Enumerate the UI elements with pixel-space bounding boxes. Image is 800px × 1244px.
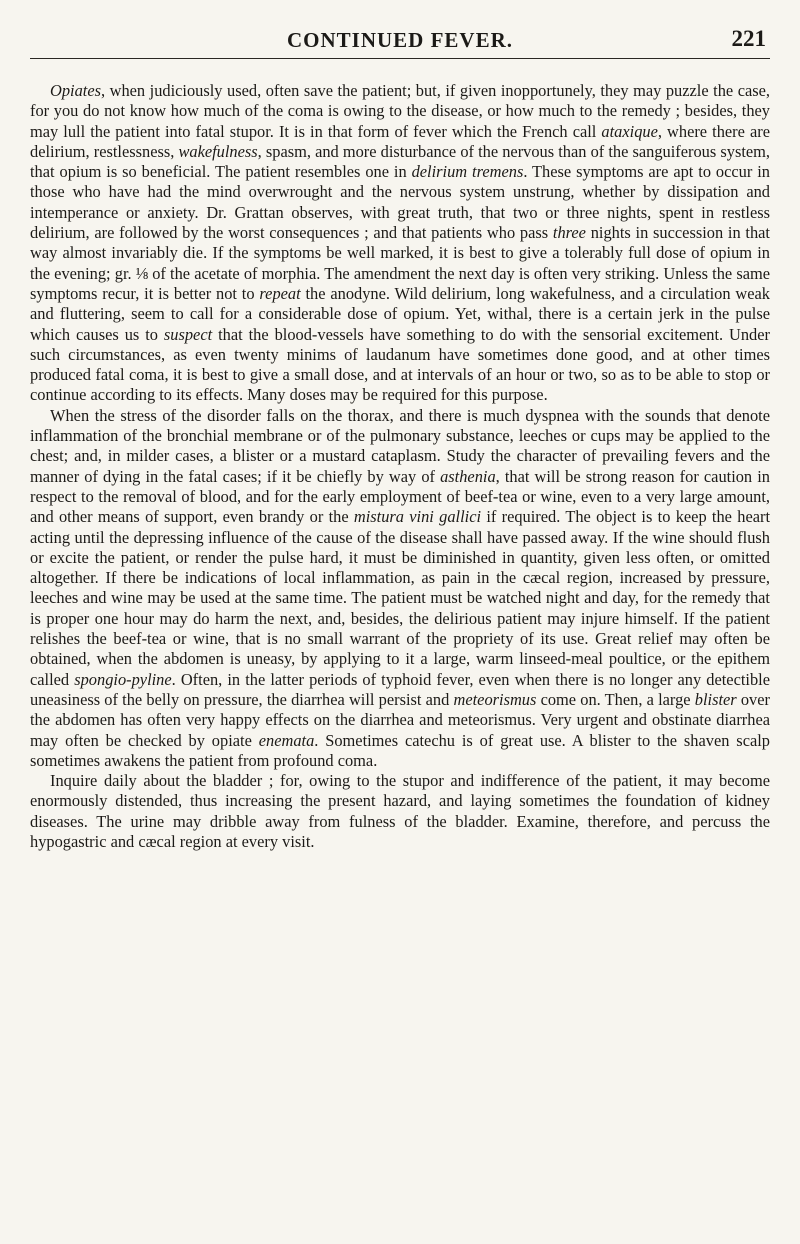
italic-text: enemata bbox=[258, 730, 315, 750]
italic-text: delirium tremens bbox=[411, 162, 524, 182]
page-number: 221 bbox=[731, 26, 766, 51]
italic-text: three bbox=[552, 223, 586, 243]
paragraph bbox=[30, 406, 770, 771]
text-run: When the stress of the disorder falls on the thorax, and there is much dyspnea with the sounds that denote inflammation of the bronchial membrane or of the pulmonary substance, leeches or cups may be applied to the chest; and, in milder cases, a blister or a mustard cataplasm. Study the character of prevailing fevers and the manner of dying in the fatal cases; if it be chiefly by way of bbox=[30, 405, 770, 486]
text-run: . These symptoms are apt to occur in those who have had the mind overwrought and the nervous system unstrung, whether by dissipation and intemperance or anxiety. Dr. Grattan observes, with great truth, that two or three nights, spent in restless delirium, are followed by the worst consequences ; and that patients who pass bbox=[30, 162, 770, 243]
text-run: Inquire daily about the bladder ; for, owing to the stupor and indifference of the patient, it may become enormously distended, thus increasing the present hazard, and laying sometimes the foundation of kidney diseases. The urine may dribble away from fulness of the bladder. Examine, therefore, and percuss the hypogastric and cæcal region at every visit. bbox=[30, 771, 770, 851]
italic-text: ataxique bbox=[601, 121, 658, 141]
paragraph bbox=[30, 771, 770, 852]
text-run: , spasm, and more disturbance of the nervous than of the sanguiferous system, that opium is so beneficial. The patient resembles one in bbox=[30, 141, 771, 182]
italic-text: meteorismus bbox=[453, 689, 537, 709]
italic-text: asthenia bbox=[440, 466, 496, 486]
paragraph bbox=[30, 81, 770, 406]
italic-text: mistura vini gallici bbox=[353, 507, 482, 527]
text-run: , where there are delirium, restlessness, bbox=[30, 121, 770, 161]
text-run: the anodyne. Wild delirium, long wakefulness, and a circulation weak and fluttering, seem to call for a considerable dose of opium. Yet, withal, there is a certain jerk in the pulse which causes us to bbox=[30, 283, 770, 344]
text-run: , when judiciously used, often save the patient; but, if given inopportunely, they may puzzle the case, for you do not know how much of the coma is owing to the disease, or how much to the remedy ; besides, they may lull the patient into fatal stupor. It is in that form of fever which the French call bbox=[30, 81, 770, 141]
italic-text: repeat bbox=[259, 283, 301, 303]
italic-text: blister bbox=[694, 689, 737, 709]
text-run: that the blood-vessels have something to do with the sensorial excitement. Under such circumstances, as even twenty minims of laudanum have sometimes done good, and at other times produced fatal coma, it is best to give a small dose, and at intervals of an hour or two, so as to be able to stop or continue according to its effects. Many doses may be required for this purpose. bbox=[30, 324, 770, 405]
body-text bbox=[30, 81, 770, 852]
italic-text: spongio-pyline bbox=[74, 669, 172, 689]
italic-text: wakefulness bbox=[178, 141, 258, 161]
text-run: over the abdomen has often very happy effects on the diarrhea and meteorismus. Very urgent and obstinate diarrhea may often be checked by opiate bbox=[30, 689, 770, 750]
text-run: . Sometimes catechu is of great use. A blister to the shaven scalp sometimes awakens the patient from profound coma. bbox=[30, 730, 770, 770]
text-run: . Often, in the latter periods of typhoid fever, even when there is no longer any detectible uneasiness of the belly on pressure, the diarrhea will persist and bbox=[30, 669, 770, 709]
text-run: come on. Then, a large bbox=[536, 689, 695, 709]
italic-text: suspect bbox=[163, 324, 213, 344]
running-head: CONTINUED FEVER. bbox=[286, 28, 514, 52]
text-run: nights in succession in that way almost invariably die. If the symptoms be well marked, it is best to give a tolerably full dose of opium in the evening; gr. ⅛ of the acetate of morphia. The amendment the next day is often very striking. Unless the same symptoms recur, it is better not to bbox=[30, 223, 770, 303]
page-header bbox=[30, 28, 770, 59]
italic-text: Opiates bbox=[50, 81, 101, 100]
text-run: if required. The object is to keep the heart acting until the depressing influence of the cause of the disease shall have passed away. If the wine should flush or excite the patient, or render the pulse hard, it must be diminished in quantity, given less often, or omitted altogether. If there be indications of local inflammation, as pain in the cæcal region, increased by pressure, leeches and wine may be used at the same time. The patient must be watched night and day, for the remedy that is proper one hour may do harm the next, and, besides, the delirious patient may injure himself. If the patient relishes the beef-tea or wine, that is no small warrant of the propriety of its use. Great relief may often be obtained, when the abdomen is uneasy, by applying to it a large, warm linseed-meal poultice, or the epithem called bbox=[30, 507, 771, 689]
text-run: , that will be strong reason for caution in respect to the removal of blood, and for the early employment of beef-tea or wine, even to a very large amount, and other means of support, even brandy or the bbox=[30, 466, 770, 527]
